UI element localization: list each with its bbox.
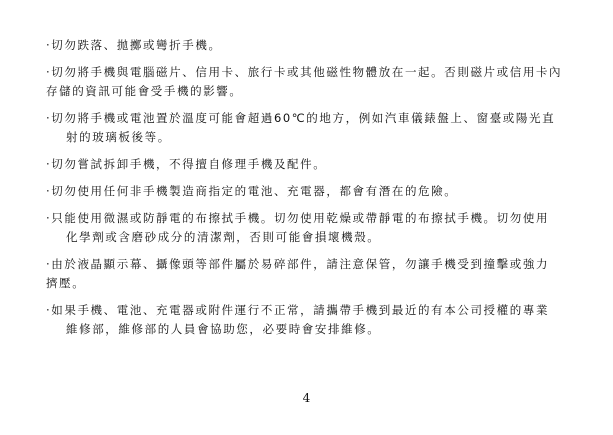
text-line: 射的玻璃板後等。 (66, 130, 171, 144)
text-line: ·切勿將手機與電腦磁片、信用卡、旅行卡或其他磁性物體放在一起。否則磁片或信用卡內 (46, 65, 563, 79)
text-line: ·如果手機、電池、充電器或附件運行不正常，請攜帶手機到最近的有本公司授權的專業 (46, 303, 550, 317)
text-line: 維修部，維修部的人員會協助您，必要時會安排維修。 (66, 322, 381, 336)
text-line: ·切勿將手機或電池置於溫度可能會超過60℃的地方，例如汽車儀錶盤上、窗臺或陽光直 (46, 111, 556, 125)
text-line: 化學劑或含磨砂成分的清潔劑，否則可能會損壞機殼。 (66, 230, 381, 244)
safety-text-block (46, 36, 566, 339)
page-number: 4 (302, 391, 311, 405)
text-line: 擠壓。 (46, 276, 86, 290)
text-line: ·只能使用微濕或防靜電的布擦拭手機。切勿使用乾燥或帶靜電的布擦拭手機。切勿使用 (46, 211, 550, 225)
text-line: ·切勿嘗試拆卸手機，不得擅自修理手機及配件。 (46, 157, 327, 171)
text-line: ·切勿使用任何非手機製造商指定的電池、充電器，都會有潛在的危險。 (46, 184, 458, 198)
text-line: 存儲的資訊可能會受手機的影響。 (46, 84, 243, 98)
text-line: ·由於液晶顯示幕、攝像頭等部件屬於易碎部件，請注意保管，勿讓手機受到撞擊或強力 (46, 257, 550, 271)
text-line: ·切勿跌落、拋擲或彎折手機。 (46, 38, 222, 52)
